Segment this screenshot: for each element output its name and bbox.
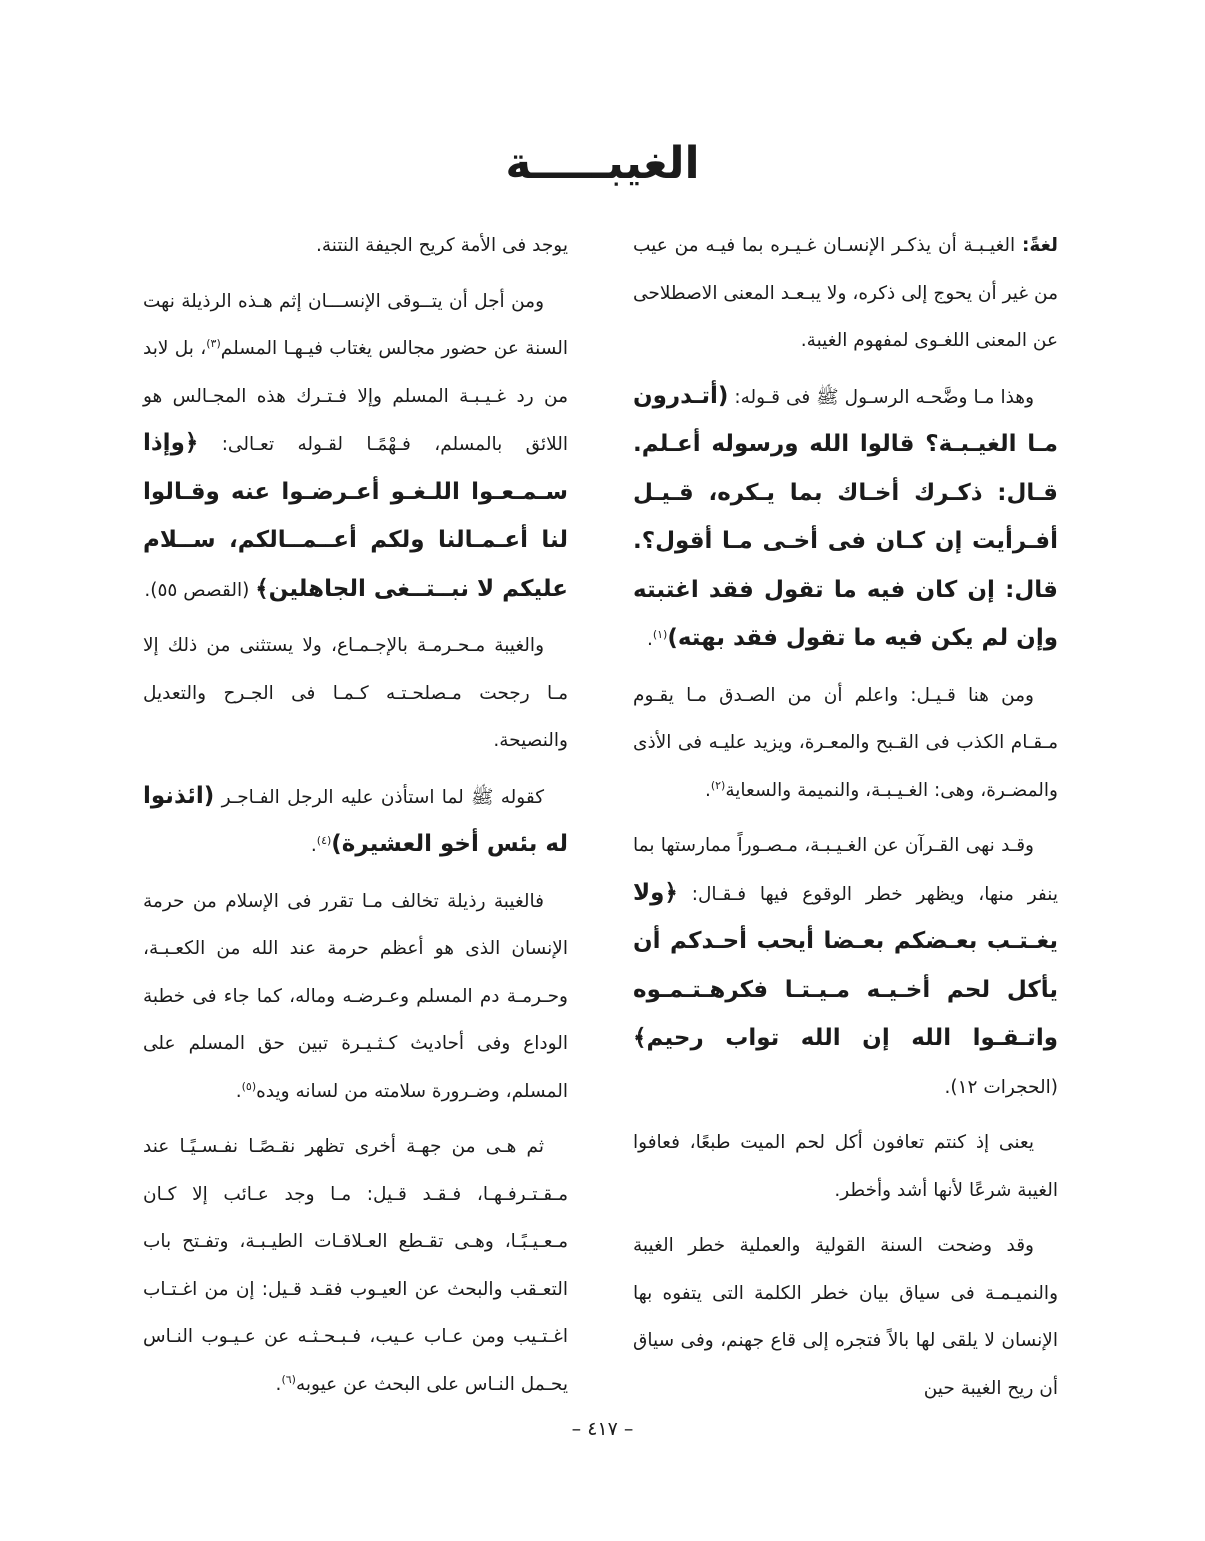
paragraph: وقد وضحت السنة القولية والعملية خطر الغيبة والنميـمـة فى سياق بيان خطر الكلمة التى يتفوه بها الإنسان لا يلقى لها بالاً فتجره إلى قاع جهنم، وفى سياق أن ريح الغيبة حين — [633, 1235, 1058, 1399]
paragraph: لغةً: الغيـبـة أن يذكـر الإنسـان غـيـره بما فيـه من عيب من غير أن يحوج إلى ذكره، ولا يبـعـد المعنى الاصطلاحى عن المعنى اللغـوى لمفهوم الغيبة. — [633, 235, 1058, 351]
hadith-quote: (أتـدرون مـا الغيـبـة؟ قالوا الله ورسوله أعـلم. قـال: ذكـرك أخـاك بما يـكره، قـيـل أفـرأيت إن كـان فى أخـى مـا أقول؟. قال: إن كان فيه ما تقول فقد اغتبته وإن لم يكن فيه ما تقول فقد بهته) — [633, 382, 1058, 651]
footnote-marker[interactable]: (٦) — [281, 1372, 296, 1386]
paragraph: ومن هنا قـيـل: واعلم أن من الصـدق مـا يقـوم مـقـام الكذب فى القـبح والمعـرة، ويزيد عليـه فى الأذى والمضـرة، وهى: الغـيـبـة، والنميمة والسعاية$^{(٢)}$. — [633, 684, 1058, 801]
footnote-marker[interactable]: (١) — [652, 627, 668, 641]
verse-reference: (الحجرات ١٢). — [944, 1076, 1058, 1098]
footnote-marker[interactable]: (٥) — [241, 1079, 257, 1093]
paragraph: كقوله ﷺ لما استأذن عليه الرجل الفـاجـر (ائذنوا له بئس أخو العشيرة)$^{(٤)}$. — [143, 782, 568, 857]
quran-verse: ﴿ولا يغـتـب بعـضكم بعـضا أيحب أحـدكم أن يأكل لحم أخـيـه مـيـتـا فكرهـتـمـوه واتـقـوا الله إن الله تواب رحيم﴾ — [633, 879, 1058, 1051]
footnote-marker[interactable]: (٣) — [206, 336, 221, 350]
paragraph: فالغيبة رذيلة تخالف مـا تقرر فى الإسلام من حرمة الإنسان الذى هو أعظم حرمة عند الله من الكعـبـة، وحـرمـة دم المسلم وعـرضـه وماله، كما جاء فى خطبة الوداع وفى أحاديث كـثـيـرة تبين حق المسلم على المسلم، وضـرورة سلامته من لسانه ويده$^{(٥)}$. — [143, 890, 568, 1102]
quran-verse: ﴿وإذا سـمـعـوا اللـغـو أعـرضـوا عنه وقـالوا لنا أعـمـالنا ولكم أعــمــالكم، ســلام عليكم لا نبــتــغى الجاهلين﴾ — [143, 430, 568, 602]
page-title: الغيبـــــة — [505, 138, 700, 189]
paragraph: ومن أجل أن يتــوقى الإنســـان إثم هـذه الرذيلة نهت السنة عن حضور مجالس يغتاب فيـهـا المسلم$^{(٣)}$، بل لابد من رد غـيـبـة المسلم وإلا فـتـرك هذه المجـالس هو اللائق بالمسلم، فـهْمًـا لقـوله تعـالى: ﴿وإذا سـمـعـوا اللـغـو أعـرضـوا عنه وقـالوا لنا أعـمـالنا ولكم أعــمــالكم، ســلام عليكم لا نبــتــغى الجاهلين﴾ (القصص ٥٥). — [143, 290, 568, 602]
paragraph: ثم هـى من جهـة أخرى تظهر نقـصًـا نفـسـيًـا عند مـقـتـرفـهـا، فـقـد قـيل: مـا وجد عـائب إلا كـان مـعـيـبًـا، وهـى تقـطع العـلاقـات الطيـبـة، وتفـتح باب التعـقب والبحث عن العيـوب فقـد قـيل: إن من اغـتـاب اغـتـيب ومن عـاب عـيب، فـبـحـثـه عن عـيـوب النـاس يحـمل النـاس على البحث عن عيوبه$^{(٦)}$. — [143, 1136, 568, 1395]
definition-term: لغةً: — [1021, 235, 1058, 256]
right-column — [633, 222, 1058, 1420]
footnote-marker[interactable]: (٢) — [710, 778, 726, 792]
paragraph: والغيبة مـحـرمـة بالإجـمـاع، ولا يستثنى من ذلك إلا مـا رجحت مـصلحـتـه كـمـا فى الجـرح والتعديل والنصيحة. — [143, 635, 568, 751]
page-number: – ٤١٧ – — [571, 1418, 634, 1440]
paragraph: وقـد نهى القـرآن عن الغـيـبـة، مـصـوراً ممارستها بما ينفر منها، ويظهر خطر الوقوع فيها فـقـال: ﴿ولا يغـتـب بعـضكم بعـضا أيحب أحـدكم أن يأكل لحم أخـيـه مـيـتـا فكرهـتـمـوه واتـقـوا الله إن الله تواب رحيم﴾ (الحجرات ١٢). — [633, 835, 1058, 1098]
hadith-quote: (ائذنوا له بئس أخو العشيرة) — [143, 782, 568, 857]
paragraph: يعنى إذ كنتم تعافون أكل لحم الميت طبعًا، فعافوا الغيبة شرعًا لأنها أشد وأخطر. — [633, 1132, 1058, 1201]
paragraph: وهذا مـا وضَّحـه الرسـول ﷺ فى قـوله: (أتـدرون مـا الغيـبـة؟ قالوا الله ورسوله أعـلم. قـال: ذكـرك أخـاك بما يـكره، قـيـل أفـرأيت إن كـان فى أخـى مـا أقول؟. قال: إن كان فيه ما تقول فقد اغتبته وإن لم يكن فيه ما تقول فقد بهته)$^{(١)}$. — [633, 382, 1058, 651]
paragraph: يوجد فى الأمة كريح الجيفة النتنة. — [315, 235, 568, 256]
footnote-marker[interactable]: (٤) — [316, 833, 332, 847]
verse-reference: (القصص ٥٥). — [144, 579, 256, 601]
left-column — [143, 222, 568, 1416]
